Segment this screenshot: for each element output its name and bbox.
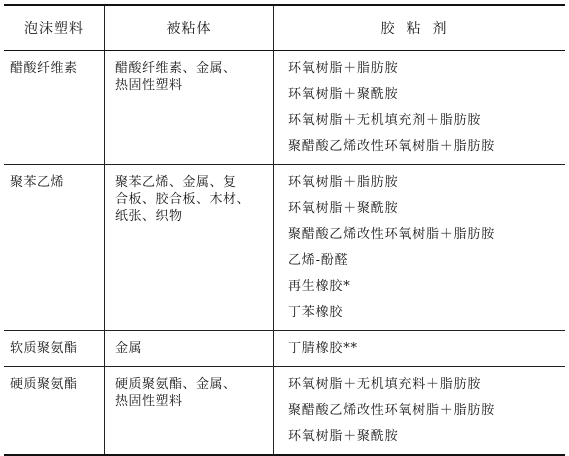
adherend-cell [105,367,274,456]
header-row [4,5,565,51]
adhesive-item: 丁腈橡胶** [288,341,358,356]
header-foam: 泡沫塑料 [4,5,105,51]
adherend-text: 纸张、织物 [115,209,183,224]
adherend-text: 醋酸纤维素、金属、 [115,61,237,76]
adhesive-item: 再生橡胶* [288,279,351,294]
adhesive-item: 环氧树脂＋无机填充料＋脂肪胺 [288,377,482,392]
adhesive-item: 聚醋酸乙烯改性环氧树脂＋脂肪胺 [288,403,496,418]
adhesive-item: 环氧树脂＋脂肪胺 [288,175,399,190]
foam-cell [4,367,105,456]
adhesive-item: 环氧树脂＋无机填充剂＋脂肪胺 [288,113,482,128]
adhesive-item: 环氧树脂＋脂肪胺 [288,61,399,76]
table-row [4,51,565,165]
adhesive-item: 环氧树脂＋聚酰胺 [288,201,399,216]
foam-name: 软质聚氨酯 [10,341,78,356]
adhesive-item: 聚醋酸乙烯改性环氧树脂＋脂肪胺 [288,139,496,154]
foam-cell [4,165,105,331]
adhesive-item: 环氧树脂＋聚酰胺 [288,87,399,102]
adhesive-item: 乙烯-酚醛 [288,253,349,268]
adherend-cell [105,51,274,165]
header-adherend: 被粘体 [105,5,274,51]
adhesive-cell [274,165,566,331]
adhesive-item: 丁苯橡胶 [288,305,344,320]
table-row [4,367,565,456]
adherend-text: 热固性塑料 [115,394,183,409]
foam-name: 硬质聚氨酯 [10,377,78,392]
adherend-text: 聚苯乙烯、金属、复 [115,175,237,190]
adherend-cell [105,331,274,367]
foam-cell [4,331,105,367]
table-row [4,165,565,331]
adhesive-cell [274,51,566,165]
adherend-text: 金属 [115,341,143,356]
table-row [4,331,565,367]
adhesive-cell [274,331,566,367]
adherend-text: 热固性塑料 [115,78,183,93]
adherend-cell [105,165,274,331]
adherend-text: 硬质聚氨酯、金属、 [115,377,237,392]
header-adhesive: 胶粘剂 [274,5,566,51]
adhesive-item: 环氧树脂＋聚酰胺 [288,429,399,444]
foam-cell [4,51,105,165]
adhesive-item: 聚醋酸乙烯改性环氧树脂＋脂肪胺 [288,227,496,242]
foam-name: 聚苯乙烯 [10,175,65,190]
adhesive-cell [274,367,566,456]
adhesive-table [4,4,565,456]
foam-name: 醋酸纤维素 [10,61,78,76]
adherend-text: 合板、胶合板、木材、 [115,192,251,207]
